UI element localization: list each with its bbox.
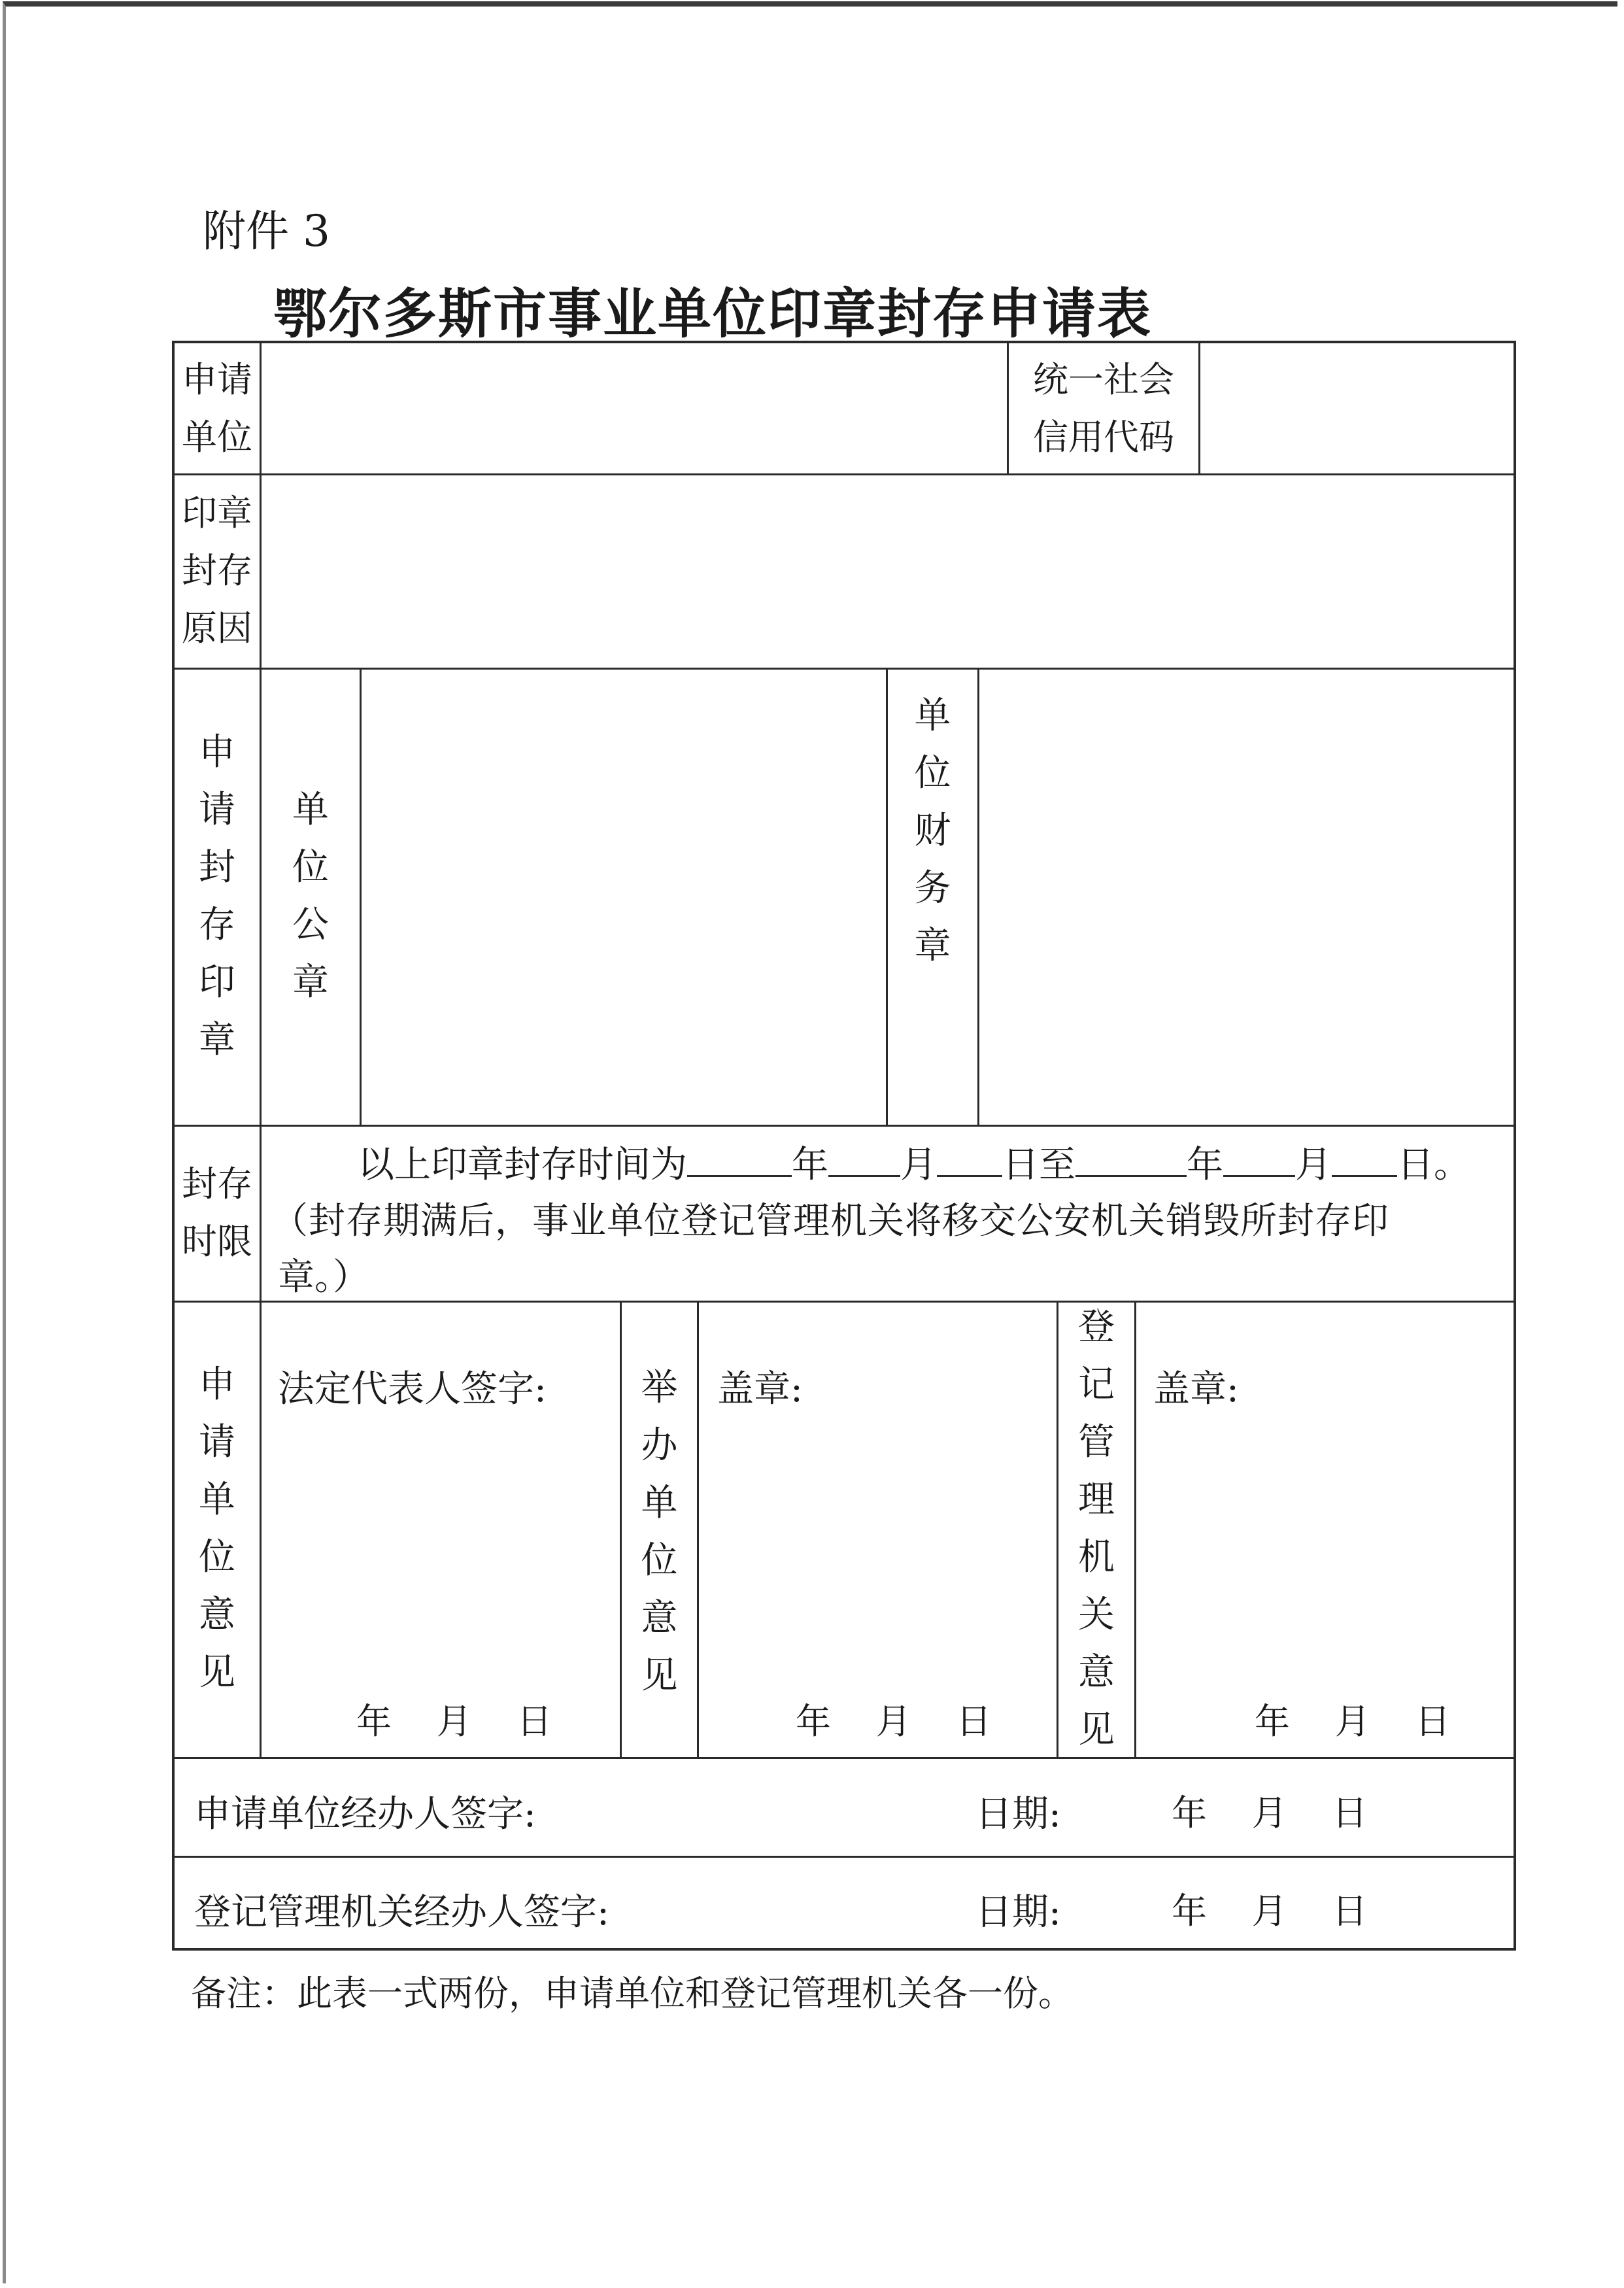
seal-reason-label: 印章 封存 原因	[182, 492, 252, 649]
legal-rep-signature-area[interactable]	[262, 1416, 620, 1690]
row-divider	[175, 1125, 1516, 1127]
row-divider	[175, 1301, 1516, 1303]
legal-rep-signature-label: 法定代表人签字:	[278, 1368, 547, 1410]
attachment-label: 附件 3	[203, 206, 330, 256]
seal-period-line: 以上印章封存时间为 年 月 日至 年 月 日。	[358, 1144, 1470, 1186]
seal-reason-field[interactable]	[262, 475, 1516, 668]
start-year-blank[interactable]	[687, 1142, 792, 1177]
sponsor-opinion-date: 年 月 日	[796, 1701, 992, 1742]
applicant-opinion-date: 年 月 日	[356, 1701, 552, 1742]
sponsor-stamp-label: 盖章:	[717, 1368, 803, 1410]
finance-seal-label: 单 位 财 务 章	[914, 694, 951, 967]
registry-opinion-date: 年 月 日	[1255, 1701, 1451, 1742]
application-form-table	[172, 341, 1516, 1951]
applicant-handler-signature-area[interactable]	[600, 1762, 992, 1851]
seal-period-note: （封存期满后，事业单位登记管理机关将移交公安机关销毁所封存印	[271, 1200, 1389, 1242]
registry-handler-signature-label: 登记管理机关经办人签字:	[194, 1891, 609, 1934]
registry-opinion-label: 登 记 管 理 机 关 意 见	[1078, 1306, 1115, 1751]
registry-stamp-area[interactable]	[1136, 1416, 1516, 1690]
applicant-handler-signature-label: 申请单位经办人签字:	[194, 1793, 536, 1836]
row-divider	[175, 1757, 1516, 1759]
seal-period-note-end: 章。）	[278, 1256, 369, 1299]
finance-seal-stamp-area[interactable]	[979, 670, 1516, 1125]
applicant-unit-label: 申请 单位	[182, 358, 252, 458]
registry-handler-signature-area[interactable]	[645, 1860, 972, 1945]
start-month-blank[interactable]	[828, 1142, 900, 1177]
credit-code-field[interactable]	[1200, 343, 1516, 473]
credit-code-label: 统一社会 信用代码	[1033, 358, 1174, 458]
applicant-handler-date: 年 月 日	[1172, 1792, 1368, 1834]
end-day-blank[interactable]	[1332, 1142, 1397, 1177]
start-day-blank[interactable]	[937, 1142, 1002, 1177]
applicant-opinion-label: 申 请 单 位 意 见	[199, 1363, 235, 1694]
applicant-unit-field[interactable]	[262, 343, 1007, 473]
sponsor-opinion-label: 举 办 单 位 意 见	[641, 1367, 678, 1697]
end-month-blank[interactable]	[1223, 1142, 1295, 1177]
row-divider	[175, 1856, 1516, 1858]
unit-seal-label: 单 位 公 章	[292, 788, 329, 1004]
seals-to-seal-label: 申 请 封 存 印 章	[199, 730, 235, 1061]
registry-stamp-label: 盖章:	[1153, 1368, 1239, 1410]
sponsor-stamp-area[interactable]	[699, 1416, 1057, 1690]
registry-handler-date-label: 日期:	[975, 1891, 1061, 1934]
applicant-handler-date-label: 日期:	[975, 1793, 1061, 1836]
footer-note: 备注：此表一式两份，申请单位和登记管理机关各一份。	[191, 1973, 1074, 2014]
seal-period-label: 封存 时限	[182, 1163, 252, 1262]
unit-seal-stamp-area[interactable]	[362, 670, 886, 1125]
form-title: 鄂尔多斯市事业单位印章封存申请表	[273, 282, 1152, 345]
end-year-blank[interactable]	[1075, 1142, 1187, 1177]
registry-handler-date: 年 月 日	[1172, 1890, 1368, 1932]
